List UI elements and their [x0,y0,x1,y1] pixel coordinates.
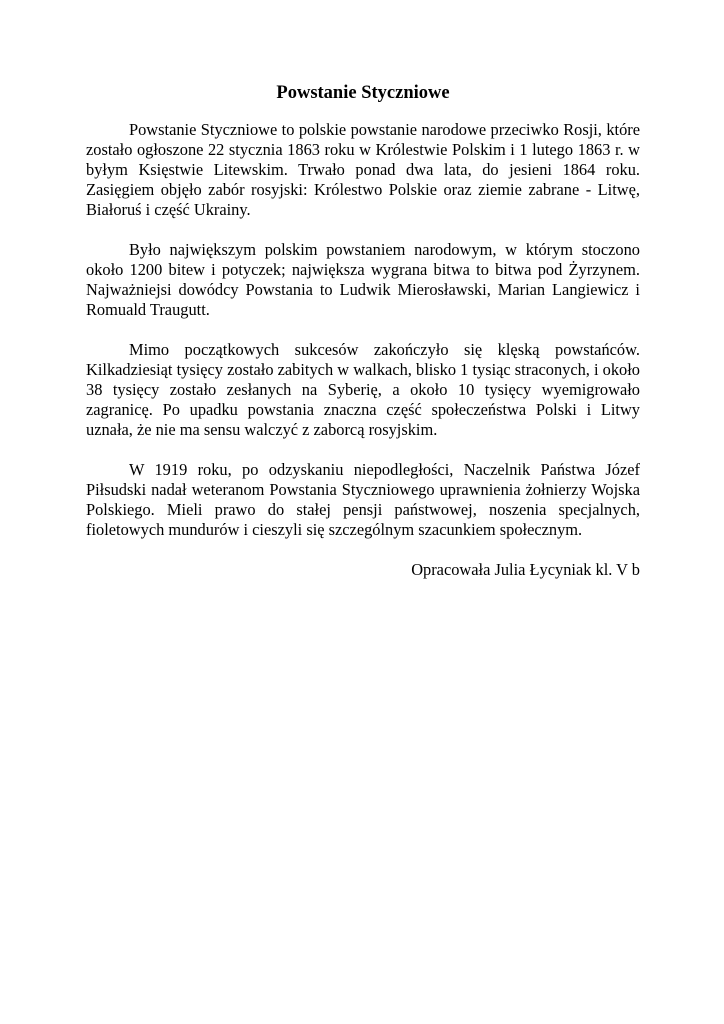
paragraph-1: Powstanie Styczniowe to polskie powstanie narodowe przeciwko Rosji, które zostało ogłoszone 22 stycznia 1863 roku w Królestwie Polskim i 1 lutego 1863 r. w byłym Księstwie Litewskim. Trwało ponad dwa lata, do jesieni 1864 roku. Zasięgiem objęło zabór rosyjski: Królestwo Polskie oraz ziemie zabrane - Litwę, Białoruś i część Ukrainy. [86,120,640,219]
document-title: Powstanie Styczniowe [276,83,450,103]
paragraph-2: Było największym polskim powstaniem narodowym, w którym stoczono około 1200 bitew i potyczek; największa wygrana bitwa to bitwa pod Żyrzynem. Najważniejsi dowódcy Powstania to Ludwik Mierosławski, Marian Langiewicz i Romuald Traugutt. [86,240,640,319]
author-signature: Opracowała Julia Łycyniak kl. V b [411,560,640,579]
paragraph-3: Mimo początkowych sukcesów zakończyło się klęską powstańców. Kilkadziesiąt tysięcy zostało zabitych w walkach, blisko 1 tysiąc straconych, i około 38 tysięcy zostało zesłanych na Syberię, a około 10 tysięcy wyemigrowało zagranicę. Po upadku powstania znaczna część społeczeństwa Polski i Litwy uznała, że nie ma sensu walczyć z zaborcą rosyjskim. [86,340,640,439]
paragraph-4: W 1919 roku, po odzyskaniu niepodległości, Naczelnik Państwa Józef Piłsudski nadał weteranom Powstania Styczniowego uprawnienia żołnierzy Wojska Polskiego. Mieli prawo do stałej pensji państwowej, noszenia specjalnych, fioletowych mundurów i cieszyli się szczególnym szacunkiem społecznym. [86,460,640,539]
document-page [86,82,640,580]
